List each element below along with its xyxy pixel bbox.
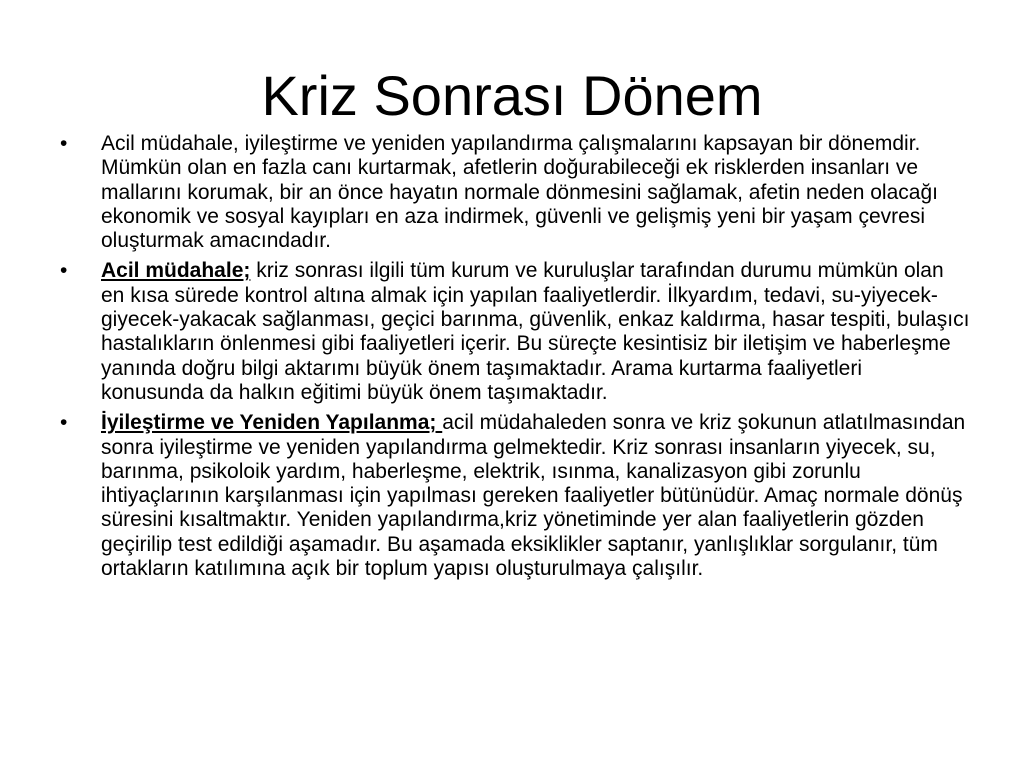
bullet-item-1	[60, 132, 970, 253]
bullet-dot-icon: •	[60, 132, 68, 155]
bullet-lead: İyileştirme ve Yeniden Yapılanma;	[101, 411, 443, 435]
bullet-text: acil müdahaleden sonra ve kriz şokunun atlatılmasından sonra iyileştirme ve yeniden yapılandırma gelmektedir. Kriz sonrası insanların yiyecek, su, barınma, psikoloik yardım, haberleşme, elektrik, ısınma, kanalizasyon gibi zorunlu ihtiyaçlarının karşılanması için yapılması gereken faaliyetler bütünüdür. Amaç normale dönüş süresini kısaltmaktır. Yeniden yapılandırma,kriz yönetiminde yer alan faaliyetlerin gözden geçirilip test edildiği aşamadır. Bu aşamada eksiklikler saptanır, yanlışlıklar sorgulanır, tüm ortakların katılımına açık bir toplum yapısı oluşturulmaya çalışılır.	[101, 411, 966, 581]
bullet-list	[60, 132, 970, 587]
bullet-item-3	[60, 411, 970, 581]
bullet-dot-icon: •	[60, 411, 68, 435]
bullet-text: Acil müdahale, iyileştirme ve yeniden yapılandırma çalışmalarını kapsayan bir dönemdir. Mümkün olan en fazla canı kurtarmak, afetlerin doğurabileceği ek risklerden insanları ve mallarını korumak, bir an önce hayatın normale dönmesini sağlamak, afetin neden olacağı ekonomik ve sosyal kayıpları en aza indirmek, güvenli ve gelişmiş yeni bir yaşam çevresi oluşturmak amacındadır.	[101, 132, 938, 253]
slide-title: Kriz Sonrası Dönem	[261, 64, 763, 127]
bullet-item-2	[60, 259, 970, 405]
bullet-lead: Acil müdahale;	[101, 259, 251, 283]
bullet-text: kriz sonrası ilgili tüm kurum ve kuruluşlar tarafından durumu mümkün olan en kısa sürede kontrol altına almak için yapılan faaliyetlerdir. İlkyardım, tedavi, su-yiyecek-giyecek-yakacak sağlanması, geçici barınma, güvenlik, enkaz kaldırma, hasar tespiti, bulaşıcı hastalıkların önlenmesi gibi faaliyetleri içerir. Bu süreçte kesintisiz bir iletişim ve haberleşme yanında doğru bilgi aktarımı büyük önem taşımaktadır. Arama kurtarma faaliyetleri konusunda da halkın eğitimi büyük önem taşımaktadır.	[101, 259, 970, 404]
bullet-dot-icon: •	[60, 259, 68, 283]
